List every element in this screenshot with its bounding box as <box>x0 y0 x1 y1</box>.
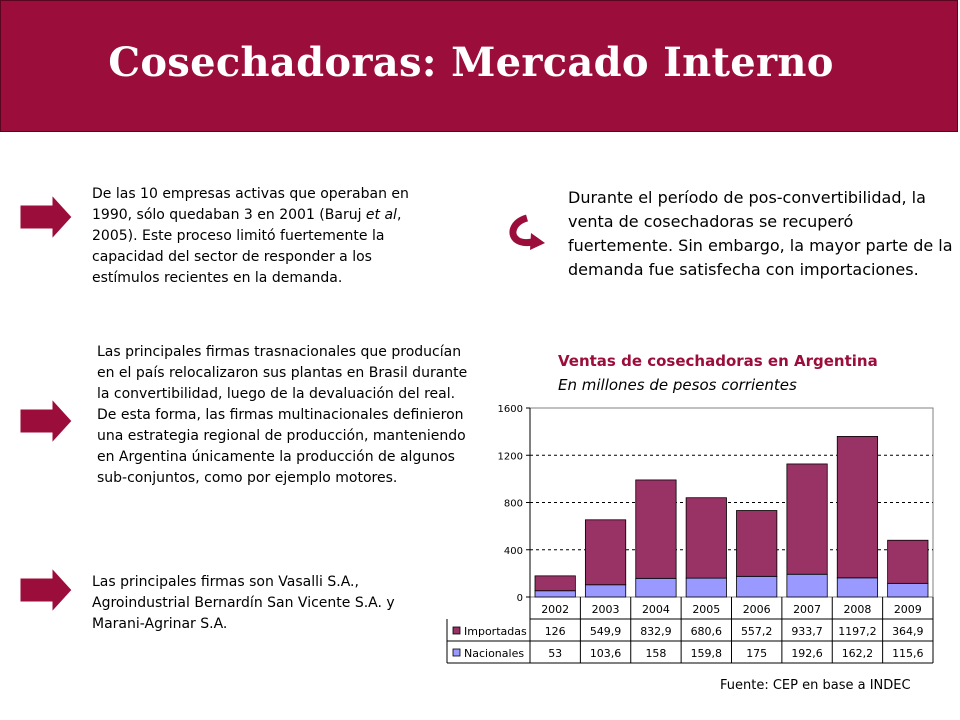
chart-subtitle: En millones de pesos corrientes <box>558 376 797 394</box>
bar-nacionales-2005 <box>686 578 726 597</box>
bar-importadas-2009 <box>888 540 928 583</box>
data-label: 175 <box>746 647 768 660</box>
x-tick-label: 2003 <box>591 603 620 616</box>
y-tick-label: 0 <box>516 593 523 604</box>
data-label: 126 <box>544 625 566 638</box>
data-label: 933,7 <box>791 625 823 638</box>
source-note: Fuente: CEP en base a INDEC <box>720 678 911 693</box>
bar-importadas-2007 <box>787 464 827 574</box>
data-label: 364,9 <box>892 625 924 638</box>
bar-nacionales-2007 <box>787 574 827 597</box>
bar-nacionales-2003 <box>585 585 625 597</box>
legend-label-nacionales: Nacionales <box>464 647 525 660</box>
data-label: 103,6 <box>589 647 622 660</box>
bar-nacionales-2008 <box>837 578 877 597</box>
data-label: 557,2 <box>740 625 773 638</box>
data-label: 158 <box>645 647 667 660</box>
bar-importadas-2008 <box>837 436 877 577</box>
bar-importadas-2004 <box>636 480 676 578</box>
data-label: 159,8 <box>690 647 723 660</box>
x-tick-label: 2007 <box>793 603 822 616</box>
bar-importadas-2002 <box>535 576 575 591</box>
right-arrow-icon <box>18 193 74 241</box>
x-tick-label: 2004 <box>641 603 670 616</box>
bar-nacionales-2004 <box>636 578 676 597</box>
x-tick-label: 2002 <box>541 603 570 616</box>
curved-arrow-icon <box>505 212 547 252</box>
bullet-text-1: De las 10 empresas activas que operaban en 1990, sólo quedaban 3 en 2001 (Baruj et al, 2005). Este proceso limitó fuertemente la capacidad del sector de responder a los estímulos recientes en la demanda. <box>92 186 409 286</box>
legend-swatch-nacionales <box>453 649 460 656</box>
data-label: 115,6 <box>892 647 924 660</box>
data-label: 680,6 <box>690 625 723 638</box>
y-tick-label: 1600 <box>497 404 523 415</box>
data-label: 162,2 <box>841 647 874 660</box>
x-tick-label: 2009 <box>893 603 922 616</box>
sales-chart <box>440 395 940 670</box>
bar-nacionales-2009 <box>888 583 928 597</box>
data-label: 53 <box>548 647 563 660</box>
x-tick-label: 2005 <box>692 603 721 616</box>
bullet-text-3: Las principales firmas son Vasalli S.A., Agroindustrial Bernardín San Vicente S.A. y Marani-Agrinar S.A. <box>92 574 395 632</box>
y-tick-label: 800 <box>503 498 523 510</box>
legend-swatch-importadas <box>453 627 460 634</box>
chart-title: Ventas de cosechadoras en Argentina <box>558 352 878 370</box>
right-arrow-icon <box>18 566 74 614</box>
bar-nacionales-2006 <box>737 576 777 597</box>
bar-importadas-2005 <box>686 498 726 578</box>
right-arrow-icon <box>18 397 74 445</box>
highlight-text: Durante el período de pos-convertibilidad, la venta de cosechadoras se recuperó fuertemente. Sin embargo, la mayor parte de la demanda fue satisfecha con importaciones. <box>568 188 953 279</box>
page-title: Cosechadoras: Mercado Interno <box>108 39 834 86</box>
x-tick-label: 2008 <box>843 603 872 616</box>
data-label: 1197,2 <box>838 625 877 638</box>
data-label: 549,9 <box>589 625 622 638</box>
y-tick-label: 1200 <box>497 451 523 463</box>
data-label: 832,9 <box>640 625 672 638</box>
bar-importadas-2003 <box>585 520 625 585</box>
y-tick-label: 400 <box>503 545 523 557</box>
data-label: 192,6 <box>791 647 823 660</box>
bar-nacionales-2002 <box>535 591 575 597</box>
legend-label-importadas: Importadas <box>464 625 527 638</box>
x-tick-label: 2006 <box>742 603 771 616</box>
bar-importadas-2006 <box>737 511 777 577</box>
title-banner <box>0 0 958 132</box>
bullet-text-2: Las principales firmas trasnacionales que producían en el país relocalizaron sus plantas en Brasil durante la convertibilidad, luego de la devaluación del real. De esta forma, las firmas multinacionales definieron una estrategia regional de producción, manteniendo en Argentina únicamente la producción de algunos sub-conjuntos, como por ejemplo motores. <box>97 344 468 486</box>
